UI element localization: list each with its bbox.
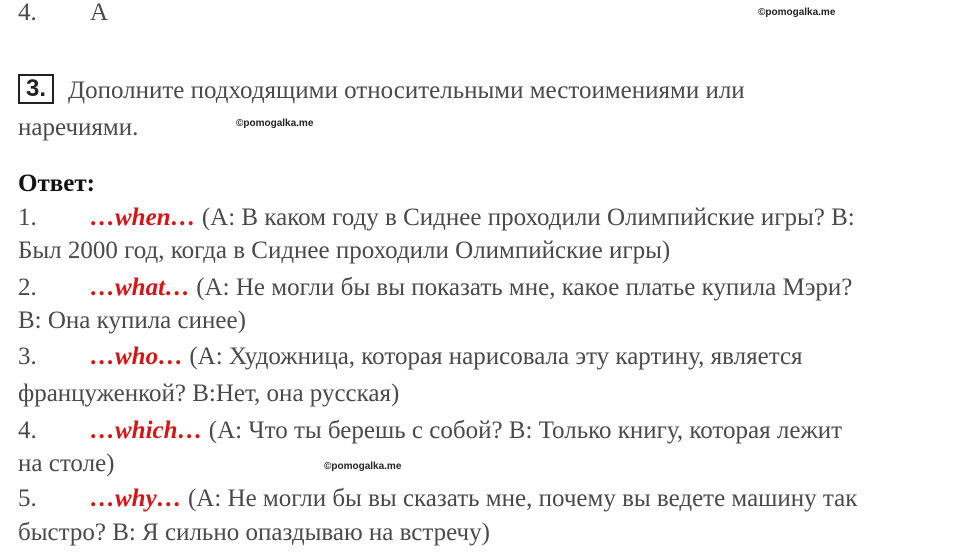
- answer-number: 4.: [18, 417, 37, 444]
- task-line-1: [18, 74, 745, 106]
- answer-explanation: (А: В каком году в Сиднее проходили Олимпийские игры? В:: [195, 204, 855, 231]
- task-text-line2: наречиями.: [18, 114, 139, 141]
- previous-answer-number: 4.: [18, 0, 37, 26]
- answer-word: …what…: [90, 274, 191, 301]
- answer-5-line-1: [18, 484, 857, 514]
- watermark: ©pomogalka.me: [236, 118, 314, 129]
- task-line-2: [18, 113, 138, 143]
- answer-explanation: (А: Не могли бы вы показать мне, какое платье купила Мэри?: [190, 274, 853, 301]
- answer-4-line-2: [18, 449, 114, 479]
- answer-explanation: (А: Не могли бы вы сказать мне, почему вы ведете машину так: [181, 485, 858, 512]
- task-text-line1: Дополните подходящими относительными местоимениями или: [68, 77, 745, 104]
- answer-explanation-continued: француженкой? В:Нет, она русская): [18, 380, 400, 407]
- watermark: ©pomogalka.me: [324, 461, 402, 472]
- answer-5-line-2: [18, 518, 490, 548]
- answer-number: 3.: [18, 343, 37, 370]
- answer-heading: Ответ:: [18, 170, 95, 197]
- answer-number: 1.: [18, 204, 37, 231]
- answer-3-line-1: [18, 342, 803, 372]
- answer-word: …which…: [90, 417, 203, 444]
- answer-3-line-2: [18, 379, 399, 409]
- answer-explanation: (А: Художница, которая нарисовала эту картину, является: [183, 343, 803, 370]
- answer-explanation-continued: Был 2000 год, когда в Сиднее проходили Олимпийские игры): [18, 237, 671, 264]
- previous-answer-text: A: [90, 0, 109, 26]
- answer-explanation-continued: быстро? В: Я сильно опаздываю на встречу): [18, 519, 490, 546]
- previous-answer-line: [18, 0, 108, 28]
- answer-number: 2.: [18, 274, 37, 301]
- answer-explanation: (А: Что ты берешь с собой? В: Только книгу, которая лежит: [202, 417, 843, 444]
- answer-2-line-1: [18, 273, 852, 303]
- answer-number: 5.: [18, 485, 37, 512]
- answer-word: …who…: [90, 343, 184, 370]
- answer-1-line-1: [18, 203, 855, 233]
- answer-2-line-2: [18, 306, 246, 336]
- answer-explanation-continued: В: Она купила синее): [18, 307, 246, 334]
- answer-word: …why…: [90, 485, 182, 512]
- answer-4-line-1: [18, 416, 842, 446]
- answer-word: …when…: [90, 204, 196, 231]
- watermark: ©pomogalka.me: [758, 7, 836, 18]
- answer-1-line-2: [18, 236, 670, 266]
- task-number-box: 3.: [18, 74, 54, 104]
- answer-explanation-continued: на столе): [18, 450, 115, 477]
